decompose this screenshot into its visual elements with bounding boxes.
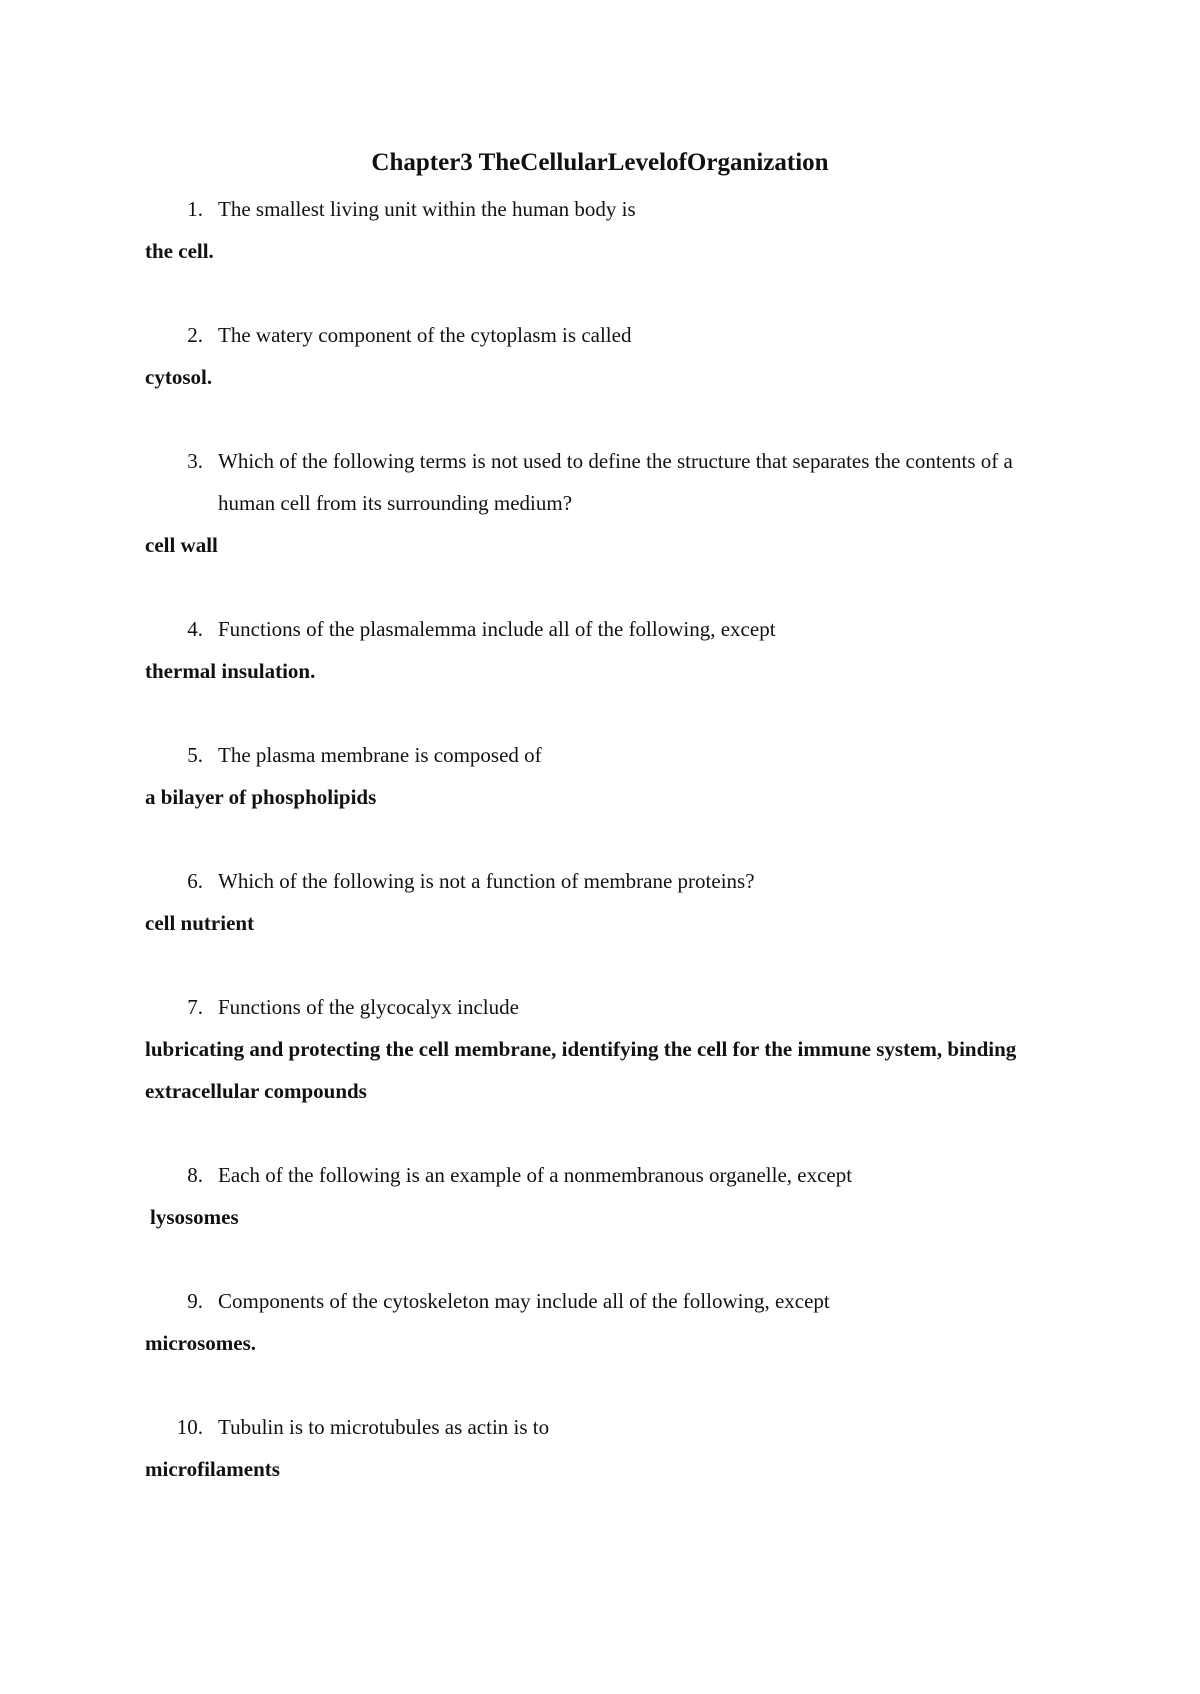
- question-block-2: [145, 314, 1045, 398]
- answer-6: cell nutrient: [145, 911, 255, 935]
- answer-1: the cell.: [145, 239, 214, 263]
- question-block-5: [145, 734, 1045, 818]
- document-title: Chapter3 TheCellularLevelofOrganization: [371, 149, 829, 176]
- answer-3: cell wall: [145, 533, 218, 557]
- question-6: [145, 860, 1045, 902]
- question-8: [145, 1154, 1045, 1196]
- answer-7: lubricating and protecting the cell membrane, identifying the cell for the immune system, binding extracellular compounds: [145, 1037, 1017, 1103]
- question-block-6: [145, 860, 1045, 944]
- question-block-1: [145, 188, 1045, 272]
- question-2: [145, 314, 1045, 356]
- question-10: [145, 1406, 1045, 1448]
- question-number: 2.: [187, 323, 203, 347]
- question-block-4: [145, 608, 1045, 692]
- question-block-8: [145, 1154, 1045, 1238]
- question-number: 1.: [187, 197, 203, 221]
- question-1: [145, 188, 1045, 230]
- question-number: 3.: [187, 449, 203, 473]
- question-number: 4.: [187, 617, 203, 641]
- question-3: [145, 440, 1045, 524]
- question-4: [145, 608, 1045, 650]
- question-block-10: [145, 1406, 1045, 1490]
- question-text: Functions of the glycocalyx include: [218, 995, 519, 1019]
- question-number: 7.: [187, 995, 203, 1019]
- question-text: The plasma membrane is composed of: [218, 743, 542, 767]
- answer-5: a bilayer of phospholipids: [145, 785, 377, 809]
- question-text: Components of the cytoskeleton may include all of the following, except: [218, 1289, 830, 1313]
- question-text: Which of the following terms is not used to define the structure that separates the contents of a human cell from its surrounding medium?: [218, 449, 1013, 515]
- question-block-9: [145, 1280, 1045, 1364]
- question-number: 6.: [187, 869, 203, 893]
- question-7: [145, 986, 1045, 1028]
- question-5: [145, 734, 1045, 776]
- question-text: Tubulin is to microtubules as actin is to: [218, 1415, 550, 1439]
- question-text: The smallest living unit within the human body is: [218, 197, 636, 221]
- question-block-7: [145, 986, 1045, 1112]
- answer-10: microfilaments: [145, 1457, 280, 1481]
- question-text: Functions of the plasmalemma include all of the following, except: [218, 617, 776, 641]
- question-9: [145, 1280, 1045, 1322]
- question-text: Each of the following is an example of a nonmembranous organelle, except: [218, 1163, 853, 1187]
- answer-4: thermal insulation.: [145, 659, 316, 683]
- question-number: 10.: [176, 1415, 203, 1439]
- answer-9: microsomes.: [145, 1331, 256, 1355]
- question-number: 9.: [187, 1289, 203, 1313]
- question-block-3: [145, 440, 1045, 566]
- question-text: The watery component of the cytoplasm is called: [218, 323, 632, 347]
- question-text: Which of the following is not a function of membrane proteins?: [218, 869, 755, 893]
- question-number: 8.: [187, 1163, 203, 1187]
- answer-8: lysosomes: [150, 1205, 239, 1229]
- answer-2: cytosol.: [145, 365, 213, 389]
- question-number: 5.: [187, 743, 203, 767]
